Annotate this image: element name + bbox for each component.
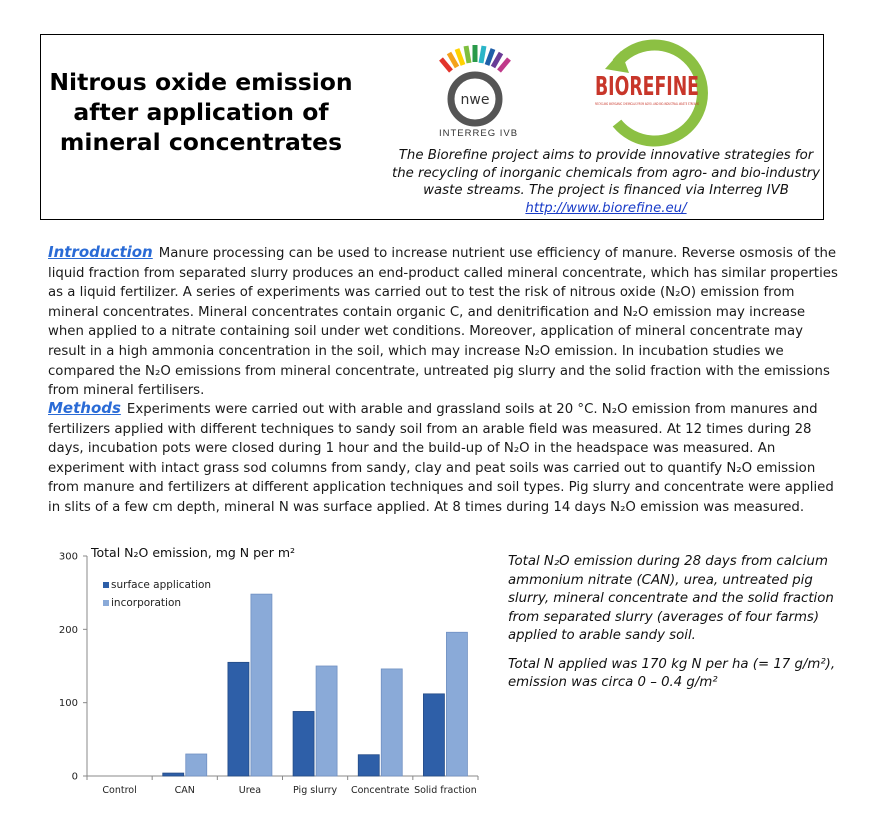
caption-paragraph-1: Total N₂O emission during 28 days from calcium ammonium nitrate (CAN), urea, untreated pig slurry, mineral concentrate and the solid fraction from separated slurry (averages of four farms) applied to arable sandy soil.	[508, 554, 834, 643]
x-tick-label: Solid fraction	[414, 785, 477, 796]
bar	[381, 669, 402, 776]
bar	[228, 662, 249, 776]
bar	[358, 755, 379, 776]
nwe-caption: INTERREG IVB	[439, 128, 519, 139]
legend-swatch	[103, 600, 109, 606]
header-box	[40, 34, 824, 220]
y-tick-label: 0	[71, 771, 78, 783]
legend-label: surface application	[111, 579, 212, 591]
page-title: Nitrous oxide emission after application of mineral concentrates	[49, 68, 353, 156]
x-tick-label: Concentrate	[350, 785, 410, 796]
methods-heading[interactable]: Methods	[48, 399, 121, 417]
methods-section	[48, 399, 838, 518]
project-description	[391, 147, 821, 217]
x-tick-label: CAN	[174, 785, 195, 796]
biorefine-logo-text: BIOREFINE	[595, 72, 699, 102]
legend-swatch	[103, 582, 109, 588]
nwe-logo-text: nwe	[460, 92, 490, 108]
bar	[186, 754, 207, 776]
x-tick-label: Control	[102, 785, 137, 796]
y-tick-label: 200	[58, 624, 78, 636]
nwe-logo	[429, 41, 529, 141]
bar	[251, 594, 272, 776]
methods-body: Experiments were carried out with arable and grassland soils at 20 °C. N₂O emission from manures and fertilizers applied with different techniques to sandy soil from an arable field was measured. At 12 times during 28 days, incubation pots were closed during 1 hour and the build-up of N₂O in the headspace was measured. An experiment with intact grass sod columns from sandy, clay and peat soils was carried out to quantify N₂O emission from manure and fertilizers at different application techniques and soil types. Pig slurry and concentrate were applied in slits of a few cm depth, mineral N was surface applied. At 8 times during 14 days N₂O emission was measured.	[48, 402, 834, 515]
biorefine-tagline: RECYCLING INORGANIC CHEMICALS FROM AGRO- AND BIO-INDUSTRIAL WASTE STREAMS	[595, 102, 699, 106]
y-tick-label: 100	[58, 698, 78, 710]
project-text: The Biorefine project aims to provide innovative strategies for the recycling of inorganic chemicals from agro- and bio-industry waste streams. The project is financed via Interreg IVB	[391, 148, 820, 198]
emission-chart	[40, 540, 480, 810]
legend-label: incorporation	[111, 597, 182, 609]
bar	[293, 711, 314, 776]
y-tick-label: 300	[58, 551, 78, 563]
chart-caption	[508, 553, 848, 703]
introduction-body: Manure processing can be used to increase nutrient use efficiency of manure. Reverse osmosis of the liquid fraction from separated slurry produces an end-product called mineral concentrate, which has similar properties as a liquid fertilizer. A series of experiments was carried out to test the risk of nitrous oxide (N₂O) emission from mineral concentrates. Mineral concentrates contain organic C, and denitrification and N₂O emission may increase when applied to a nitrate containing soil under wet conditions. Moreover, application of mineral concentrate may result in a high ammonia concentration in the soil, which may increase N₂O emission. In incubation studies we compared the N₂O emissions from mineral concentrate, untreated pig slurry and the solid fraction with the emissions from mineral fertilisers.	[48, 246, 838, 399]
chart-title: Total N₂O emission, mg N per m²	[91, 545, 296, 560]
bar	[316, 666, 337, 776]
x-tick-label: Pig slurry	[293, 785, 338, 796]
biorefine-logo	[587, 41, 727, 145]
bar	[163, 773, 184, 776]
bar	[446, 632, 467, 776]
caption-paragraph-2: Total N applied was 170 kg N per ha (= 17 g/m²), emission was circa 0 – 0.4 g/m²	[508, 656, 836, 690]
introduction-section	[48, 243, 838, 401]
bar	[423, 694, 444, 776]
introduction-heading[interactable]: Introduction	[48, 243, 153, 261]
project-link[interactable]: http://www.biorefine.eu/	[525, 200, 687, 216]
x-tick-label: Urea	[238, 785, 262, 796]
